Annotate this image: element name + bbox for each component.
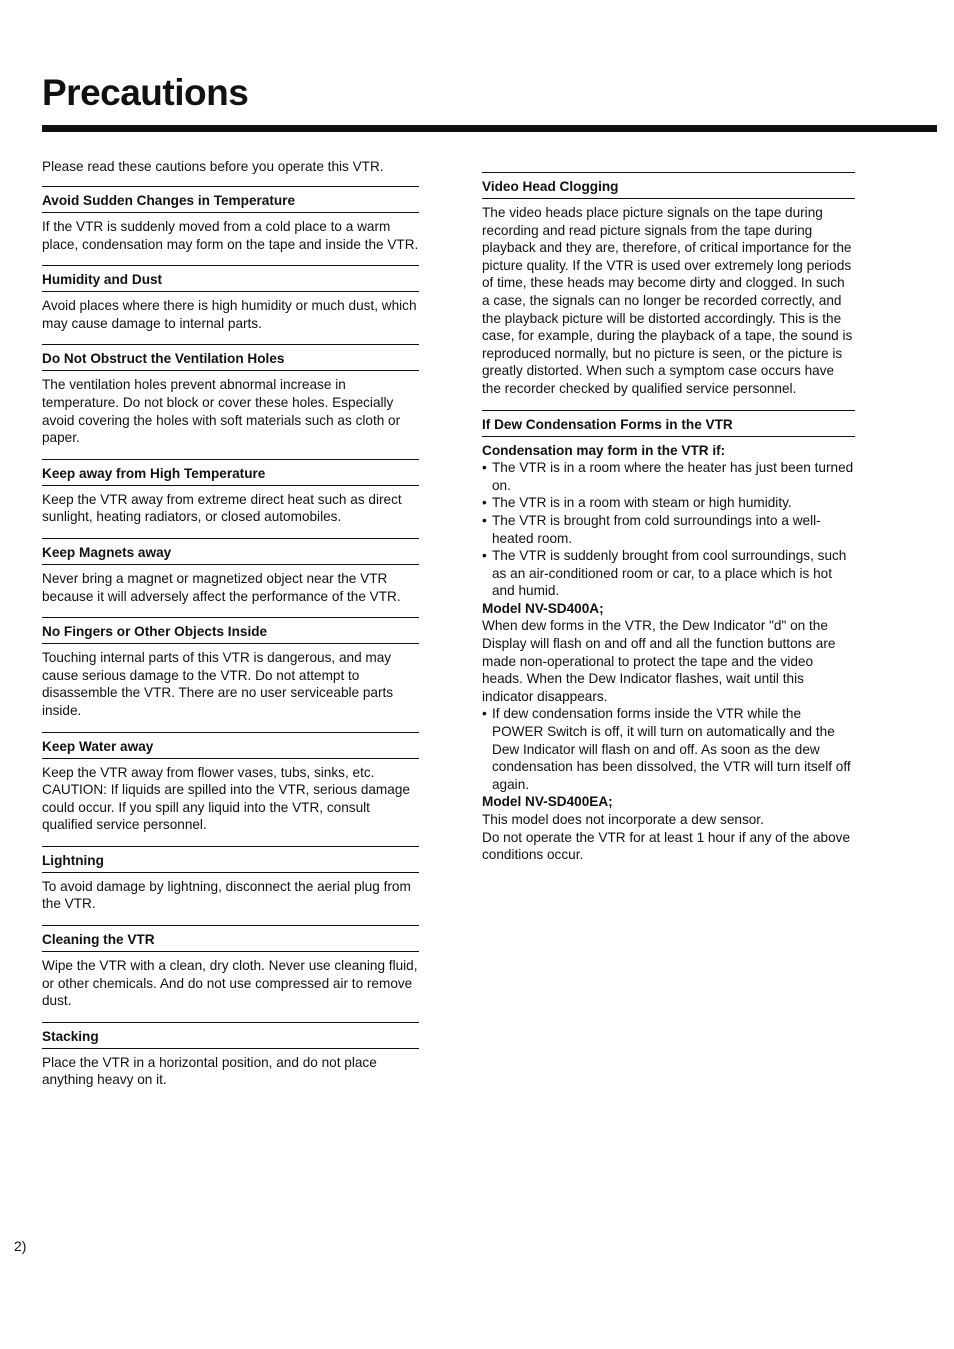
section-heading: If Dew Condensation Forms in the VTR bbox=[482, 410, 855, 437]
section-heading: Lightning bbox=[42, 846, 419, 873]
model-ea-body: This model does not incorporate a dew sensor. bbox=[482, 812, 764, 827]
section-body: To avoid damage by lightning, disconnect the aerial plug from the VTR. bbox=[42, 878, 411, 912]
section-body: Wipe the VTR with a clean, dry cloth. Never use cleaning fluid, or other chemicals. And do not use compressed air to remove dust. bbox=[42, 958, 418, 1009]
left-column bbox=[42, 158, 419, 1101]
section-high-temperature bbox=[42, 459, 419, 526]
section-heading: Do Not Obstruct the Ventilation Holes bbox=[42, 344, 419, 371]
section-heading: Humidity and Dust bbox=[42, 265, 419, 292]
section-body: Keep the VTR away from extreme direct heat such as direct sunlight, heating radiators, or closed automobiles. bbox=[42, 491, 402, 525]
dew-conditions-list bbox=[482, 459, 855, 600]
section-ventilation bbox=[42, 344, 419, 446]
section-heading: Keep Water away bbox=[42, 732, 419, 759]
list-item: • The VTR is brought from cold surroundings into a well-heated room. bbox=[482, 512, 855, 547]
section-body: Never bring a magnet or magnetized object near the VTR because it will adversely affect the performance of the VTR. bbox=[42, 570, 401, 604]
model-a-list bbox=[482, 705, 855, 793]
section-body: Place the VTR in a horizontal position, and do not place anything heavy on it. bbox=[42, 1054, 377, 1088]
section-heading: Stacking bbox=[42, 1022, 419, 1049]
section-heading: Video Head Clogging bbox=[482, 172, 855, 199]
list-item: • The VTR is in a room where the heater has just been turned on. bbox=[482, 459, 855, 494]
right-column bbox=[482, 172, 855, 876]
section-stacking bbox=[42, 1022, 419, 1089]
section-body: Avoid places where there is high humidity or much dust, which may cause damage to internal parts. bbox=[42, 298, 417, 331]
section-body: Touching internal parts of this VTR is dangerous, and may cause serious damage to the VTR. Do not attempt to disassemble the VTR. There are no user serviceable parts inside. bbox=[42, 650, 394, 718]
section-lightning bbox=[42, 846, 419, 913]
caution-text: CAUTION: If liquids are spilled into the VTR, serious damage could occur. If you spill any liquid into the VTR, consult qualified service personnel. bbox=[42, 782, 410, 833]
section-dew-condensation bbox=[482, 410, 855, 864]
list-item: • If dew condensation forms inside the VTR while the POWER Switch is off, it will turn on automatically and the Dew Indicator will flash on and off. As soon as the dew condensation has been dissolved, the VTR will turn itself off again. bbox=[482, 705, 855, 793]
section-body: If the VTR is suddenly moved from a cold place to a warm place, condensation may form on the tape and inside the VTR. bbox=[42, 219, 419, 252]
page-number: 2) bbox=[14, 1238, 27, 1254]
section-humidity bbox=[42, 265, 419, 332]
section-fingers bbox=[42, 617, 419, 719]
list-item: • The VTR is suddenly brought from cool surroundings, such as an air-conditioned room or car, to a place which is hot and humid. bbox=[482, 547, 855, 600]
section-water bbox=[42, 732, 419, 834]
section-video-head bbox=[482, 172, 855, 398]
section-heading: Keep away from High Temperature bbox=[42, 459, 419, 486]
list-item: • The VTR is in a room with steam or high humidity. bbox=[482, 494, 855, 512]
title-rule bbox=[42, 125, 937, 132]
section-cleaning bbox=[42, 925, 419, 1010]
model-ea-body: Do not operate the VTR for at least 1 hour if any of the above conditions occur. bbox=[482, 829, 851, 863]
section-heading: Avoid Sudden Changes in Temperature bbox=[42, 186, 419, 213]
model-ea-heading: Model NV-SD400EA; bbox=[482, 794, 613, 810]
section-heading: Cleaning the VTR bbox=[42, 925, 419, 952]
intro-text: Please read these cautions before you operate this VTR. bbox=[42, 159, 384, 174]
dew-subheading: Condensation may form in the VTR if: bbox=[482, 442, 726, 458]
model-a-body: When dew forms in the VTR, the Dew Indicator "d" on the Display will flash on and off and all the function buttons are made non-operational to protect the tape and the video heads. When the Dew Indicator flashes, wait until this indicator disappears. bbox=[482, 618, 836, 704]
model-a-heading: Model NV-SD400A; bbox=[482, 600, 604, 616]
section-body: The ventilation holes prevent abnormal increase in temperature. Do not block or cover these holes. Especially avoid covering the holes with soft materials such as cloth or paper. bbox=[42, 377, 401, 446]
section-heading: No Fingers or Other Objects Inside bbox=[42, 617, 419, 644]
page-title: Precautions bbox=[42, 72, 249, 113]
section-body: The video heads place picture signals on the tape during recording and read picture signals from the tape during playback and they are, therefore, of critical importance for the picture quality. If the VTR is used over extremely long periods of time, these heads may become dirty and clogged. In such a case, the signals can no longer be recorded correctly, and the playback picture will be distorted accordingly. This is the case, for example, during the playback of a tape, the sound is reproduced normally, but no picture is seen, or the picture is greatly distorted. When such a symptom case occurs have the recorder checked by qualified service personnel. bbox=[482, 205, 853, 396]
section-heading: Keep Magnets away bbox=[42, 538, 419, 565]
section-magnets bbox=[42, 538, 419, 605]
section-body: Keep the VTR away from flower vases, tubs, sinks, etc. bbox=[42, 764, 375, 780]
section-temperature bbox=[42, 186, 419, 253]
